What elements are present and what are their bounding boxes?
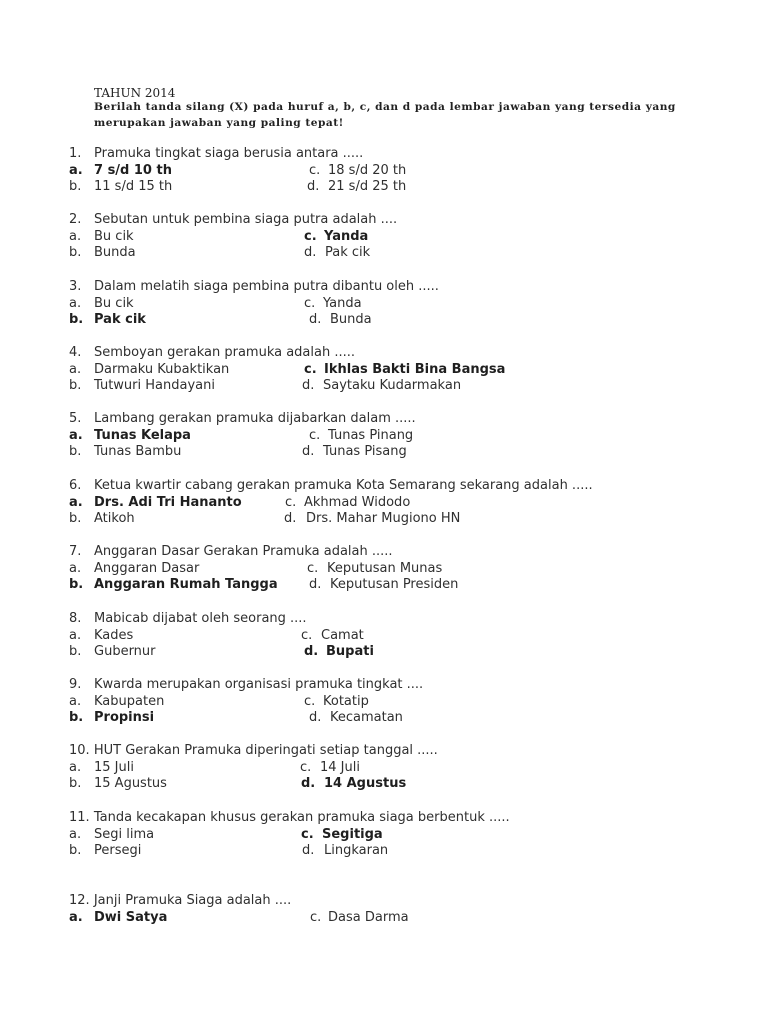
question-4: 4. Semboyan gerakan pramuka adalah ..... a. Darmaku Kubaktikan c. Ikhlas Bakti Bina Bangsa b. Tutwuri Handayani d. Saytaku Kudarmakan [69,345,506,394]
instruction-text: Berilah tanda silang (X) pada huruf a, b, c, dan d pada lembar jawaban yang tersedia yang merupakan jawaban yang paling tepat! [94,101,676,129]
question-number: 9. [69,677,82,692]
question-1: 1. Pramuka tingkat siaga berusia antara ..... a. 7 s/d 10 th c. 18 s/d 20 th b. 11 s/d 15 th d. 21 s/d 25 th [69,146,407,195]
question-5: 5. Lambang gerakan pramuka dijabarkan dalam ..... a. Tunas Kelapa c. Tunas Pinang b. Tunas Bambu d. Tunas Pisang [69,411,416,460]
question-text: Mabicab dijabat oleh seorang .... [94,611,307,626]
question-2: 2. Sebutan untuk pembina siaga putra adalah .... a. Bu cik c. Yanda b. Bunda d. Pak cik [69,212,398,261]
question-8: 8. Mabicab dijabat oleh seorang .... a. Kades c. Camat b. Gubernur d. Bupati [69,611,374,660]
question-number: 2. [69,212,82,227]
question-text: 12. Janji Pramuka Siaga adalah .... [69,893,292,908]
document-header [94,86,694,131]
question-number: 8. [69,611,82,626]
question-text: Kwarda merupakan organisasi pramuka tingkat .... [94,677,424,692]
question-text: Dalam melatih siaga pembina putra dibantu oleh ..... [94,279,439,294]
question-text: Anggaran Dasar Gerakan Pramuka adalah ..... [94,544,393,559]
question-number: 6. [69,478,82,493]
question-text: 11. Tanda kecakapan khusus gerakan pramuka siaga berbentuk ..... [69,810,510,825]
question-number: 5. [69,411,82,426]
year-heading: TAHUN 2014 [94,86,176,100]
question-number: 4. [69,345,82,360]
question-10: 10. HUT Gerakan Pramuka diperingati setiap tanggal ..... a. 15 Juli c. 14 Juli b. 15 Agustus d. 14 Agustus [69,743,438,792]
question-text: Ketua kwartir cabang gerakan pramuka Kota Semarang sekarang adalah ..... [94,478,593,493]
question-3: 3. Dalam melatih siaga pembina putra dibantu oleh ..... a. Bu cik c. Yanda b. Pak cik d. Bunda [69,279,439,328]
question-number: 3. [69,279,82,294]
question-text: 10. HUT Gerakan Pramuka diperingati setiap tanggal ..... [69,743,438,758]
question-11: 11. Tanda kecakapan khusus gerakan pramuka siaga berbentuk ..... a. Segi lima c. Segitiga b. Persegi d. Lingkaran [69,810,510,859]
question-text: Semboyan gerakan pramuka adalah ..... [94,345,356,360]
question-text: Lambang gerakan pramuka dijabarkan dalam ..... [94,411,416,426]
question-9: 9. Kwarda merupakan organisasi pramuka tingkat .... a. Kabupaten c. Kotatip b. Propinsi d. Kecamatan [69,677,424,726]
question-12: 12. Janji Pramuka Siaga adalah .... a. Dwi Satya c. Dasa Darma [69,893,409,925]
question-number: 7. [69,544,82,559]
question-text: Sebutan untuk pembina siaga putra adalah .... [94,212,398,227]
question-6: 6. Ketua kwartir cabang gerakan pramuka Kota Semarang sekarang adalah ..... a. Drs. Adi Tri Hananto c. Akhmad Widodo b. Atikoh d. Drs. Mahar Mugiono HN [69,478,593,527]
question-text: Pramuka tingkat siaga berusia antara ..... [94,146,364,161]
question-number: 1. [69,146,82,161]
question-7: 7. Anggaran Dasar Gerakan Pramuka adalah ..... a. Anggaran Dasar c. Keputusan Munas b. Anggaran Rumah Tangga d. Keputusan Presiden [69,544,459,593]
